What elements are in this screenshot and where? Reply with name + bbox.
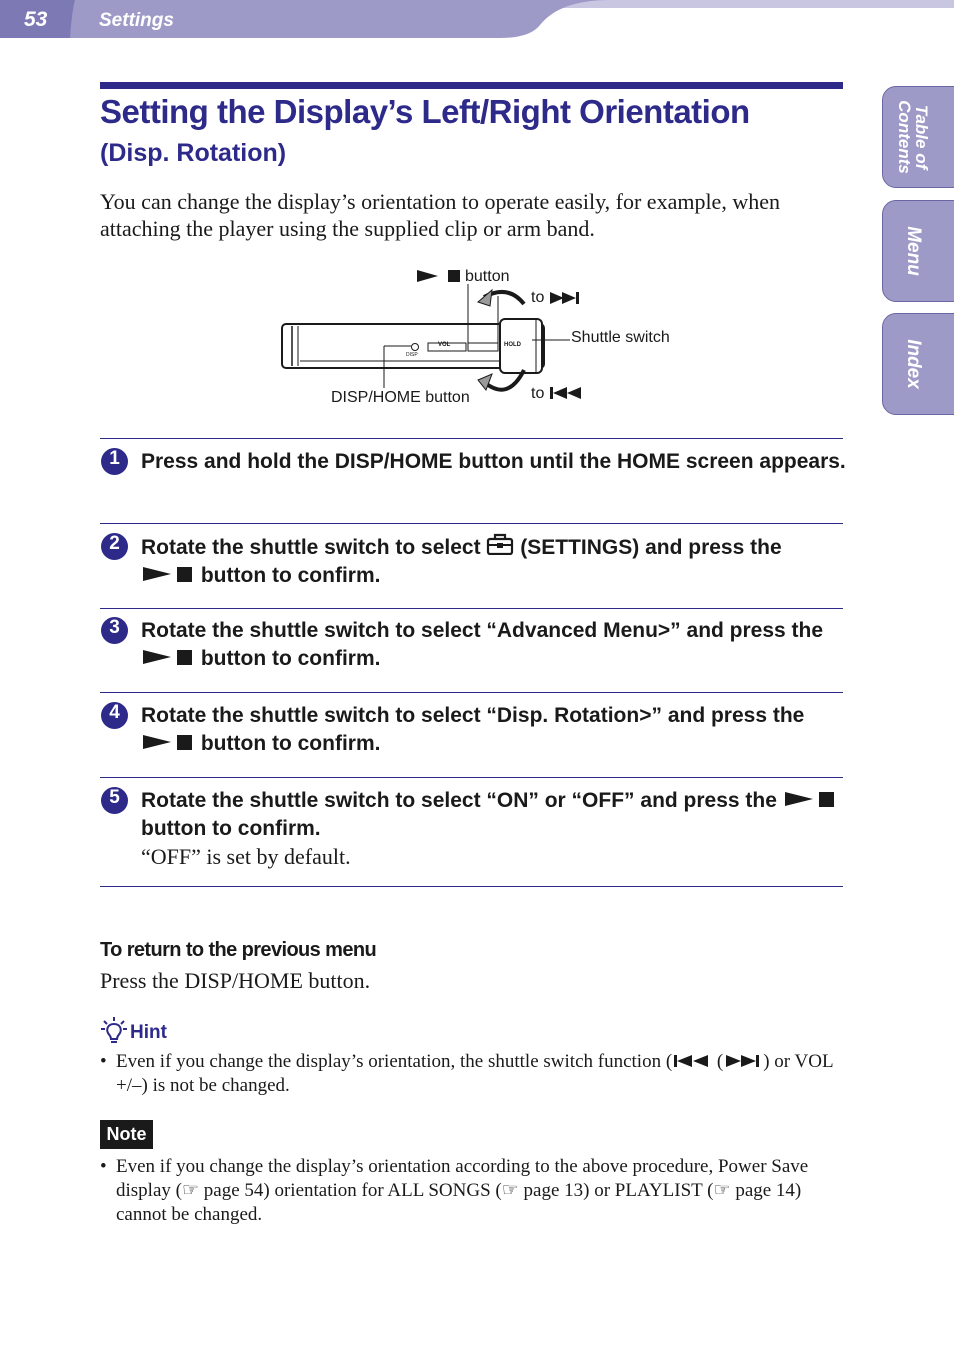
step-text-part: button to confirm. [200, 564, 381, 587]
section-label: Settings [99, 10, 174, 31]
bullet-dot: • [100, 1156, 107, 1177]
tab-label-index: Index [903, 339, 924, 389]
page-subtitle: (Disp. Rotation) [100, 139, 287, 167]
step-5 [100, 777, 843, 887]
step-text-part: button to confirm. [200, 732, 381, 755]
play-stop-icon [141, 565, 195, 583]
note-text-part: page 14) cannot be changed. [116, 1180, 802, 1225]
step-instruction [141, 787, 846, 843]
step-number: 4 [101, 702, 128, 729]
shuttle-switch-label: Shuttle switch [571, 329, 670, 346]
note-text [116, 1155, 840, 1227]
tab-label-menu: Menu [903, 226, 924, 276]
page-title: Setting the Display’s Left/Right Orientation [100, 93, 750, 130]
device-vol-label: VOL [438, 342, 451, 348]
note-label: Note [100, 1120, 153, 1149]
hint-text-part: ) or VOL +/–) is not be changed. [116, 1051, 833, 1096]
hint-bulb-icon [100, 1016, 128, 1046]
step-2 [100, 523, 843, 609]
prev-track-icon [550, 387, 581, 399]
page-number: 53 [24, 8, 48, 31]
return-body: Press the DISP/HOME button. [100, 968, 371, 993]
disp-home-button-label: DISP/HOME button [331, 389, 470, 406]
next-track-icon [723, 1054, 763, 1068]
step-3 [100, 608, 843, 693]
return-heading: To return to the previous menu [100, 939, 377, 961]
device-disp-label: DISP [406, 352, 418, 358]
note-text-part: page 54) orientation for ALL SONGS ( [199, 1180, 502, 1201]
step-text-part: Rotate the shuttle switch to select “Advanced Menu>” and press the [141, 619, 824, 642]
step-text-part: (SETTINGS) and press the [520, 536, 782, 559]
hint-text-part: Even if you change the display’s orientation, the shuttle switch function ( [116, 1051, 673, 1072]
settings-toolbox-icon [486, 533, 514, 555]
note-text-part: page 13) or PLAYLIST ( [518, 1180, 714, 1201]
step-instruction [141, 617, 846, 673]
tab-index[interactable] [882, 313, 954, 415]
page-reference-icon: ☞ [181, 1180, 200, 1201]
step-text-part: Rotate the shuttle switch to select “ON” or “OFF” and press the [141, 789, 777, 812]
play-stop-icon [141, 648, 195, 666]
player-diagram [270, 262, 690, 412]
title-rule [100, 82, 843, 89]
step-number: 5 [101, 787, 128, 814]
intro-paragraph: You can change the display’s orientation to operate easily, for example, when attaching the player using the supplied clip or arm band. [100, 189, 780, 241]
page-reference-icon: ☞ [713, 1180, 731, 1201]
bullet-dot: • [100, 1051, 107, 1072]
step-instruction: Press and hold the DISP/HOME button until the HOME screen appears. [141, 450, 846, 473]
tab-menu[interactable] [882, 200, 954, 302]
next-track-icon [550, 292, 579, 304]
play-stop-icon [417, 270, 460, 282]
play-stop-icon [783, 790, 837, 808]
hint-label: Hint [130, 1022, 167, 1043]
hint-text [116, 1050, 840, 1098]
note-text-part: Even if you change the display’s orientation according to the above procedure, Power Save display ( [116, 1156, 809, 1201]
step-4 [100, 692, 843, 778]
step-1 [100, 438, 846, 524]
play-button-label: button [465, 268, 510, 285]
steps-bottom-rule [100, 886, 843, 887]
step-text-part: Rotate the shuttle switch to select [141, 536, 481, 559]
play-stop-icon [141, 733, 195, 751]
step-instruction [141, 533, 846, 590]
tab-table-of-contents[interactable] [882, 86, 954, 188]
step-default-note: “OFF” is set by default. [141, 844, 351, 869]
step-text-part: Rotate the shuttle switch to select “Disp. Rotation>” and press the [141, 704, 805, 727]
step-number: 1 [101, 448, 128, 475]
step-number: 3 [101, 617, 128, 644]
page-reference-icon: ☞ [501, 1180, 519, 1201]
step-number: 2 [101, 533, 128, 560]
hint-text-part: ( [712, 1051, 724, 1072]
prev-track-icon [672, 1054, 712, 1068]
device-hold-label: HOLD [504, 342, 521, 348]
to-next-label: to [531, 289, 545, 306]
to-prev-label: to [531, 385, 545, 402]
step-instruction [141, 702, 846, 758]
step-text-part: button to confirm. [200, 647, 381, 670]
step-text-part: button to confirm. [141, 817, 321, 840]
tab-label-toc: Table of Contents [895, 100, 931, 174]
